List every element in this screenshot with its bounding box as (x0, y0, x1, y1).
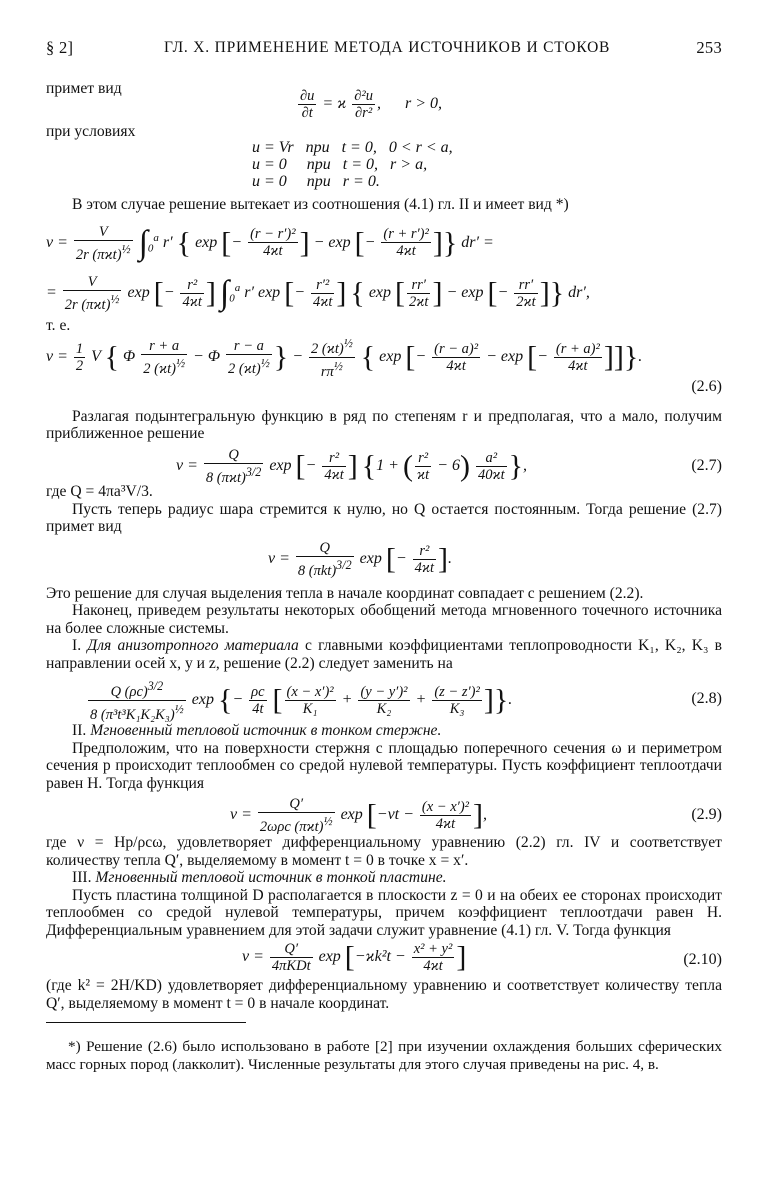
paragraph-radius-limit: Пусть теперь радиус шара стремится к нулю, но Q остается постоянным. Тогда решение (2.7) примет вид (46, 500, 722, 536)
q-definition: где Q = 4πa³V/3. (46, 482, 153, 500)
equation-2-6-number-row (46, 377, 722, 398)
equation-number-2-10: (2.10) (683, 951, 722, 969)
item-2-title: Мгновенный тепловой источник в тонком стержне. (90, 722, 442, 740)
paragraph-generalizations: Наконец, приведем результаты некоторых обобщений метода мгновенного точечного источника на более сложные системы. (46, 602, 722, 637)
paragraph-coincides: Это решение для случая выделения тепла в начале координат совпадает с решением (2.2). (46, 584, 644, 602)
chapter-title: ГЛ. X. ПРИМЕНЕНИЕ МЕТОДА ИСТОЧНИКОВ И СТОКОВ (164, 39, 611, 56)
paragraph-anisotropic (46, 637, 722, 672)
te-label: т. е. (46, 317, 71, 335)
condition-3: u = 0 при r = 0. (252, 173, 380, 190)
equation-2-9: v = $\frac{Q'}{2\omega\rho c (\pi ϰt)^{\frac{1}{2}}}$ exp [−νt − $\frac{\text{(x − x′)²}}{4ϰt}$ ], (2.9) (230, 796, 722, 835)
paragraph-rod-title (46, 722, 722, 740)
item-3-title: Мгновенный тепловой источник в тонкой пластине. (95, 869, 447, 887)
takes-form-label: примет вид (46, 80, 122, 97)
under-conditions-label: при условиях (46, 123, 136, 140)
equation-number-2-6: (2.6) (691, 377, 722, 395)
equation-2-8: $\frac{Q (\rho c)^{3/2}}{8 (\pi^3t^3K_1K_2K_3)^{\frac{1}{2}}}$ exp {− $\frac{\rho c}{4t}$ [ $\frac{\text{(x − x′)²}}{\text{K₁}}$ + $\frac{\text{(y − y′)²}}{\text{K₂}}$ + $\frac{\text{(z − z′)²}}{\text{K₃}}$ ]}. (2.8) (90, 679, 722, 723)
item-1-title: Для анизотропного материала (87, 637, 299, 655)
equation-2-7: v = $\frac{Q}{8 (\pi ϰt)^{3/2}}$ exp [− $\frac{\text{r²}}{4ϰt}$ ] {1 + ( $\frac{\text{r²}}{ϰt}$ − 6) $\frac{\text{a²}}{40ϰt}$ }, (2.7) (176, 446, 722, 486)
footnote: *) Решение (2.6) было использовано в работе [2] при изучении охлаждения больших сферических масс горных пород (лакколит). Численные результаты для этого случая приведены на рис. 4, в. (46, 1038, 722, 1073)
paragraph-rod: Предположим, что на поверхности стержня с площадью поперечного сечения ω и периметром сечения p происходит теплообмен со средой нулевой температуры. Пусть коэффициент теплоотдачи равен H. Тогда функция (46, 739, 722, 792)
footnote-rule (46, 1022, 246, 1023)
equation-2-6-line1: v = $\frac{V}{2r (\pi ϰt)^{\frac{1}{2}}}$ $\int_0^a$ r′ { exp [− $\frac{\text{(r − r′)²}}{4ϰt}$ ] − exp [− $\frac{\text{(r + r′)²}}{4ϰt}$ ]} dr′ = (46, 223, 494, 263)
equation-number-2-9: (2.9) (691, 806, 722, 824)
item-3-label: III. (72, 869, 92, 887)
paragraph-nu-definition: где ν = Hp/ρcω, удовлетворяет дифференциальному уравнению (2.2) гл. IV и соответствует количеству тепла Q′, выделяемому в момент t = 0 в точке x = x′. (46, 834, 722, 869)
page-number: 253 (696, 38, 722, 57)
paragraph-series-expansion: Разлагая подынтегральную функцию в ряд по степеням r и предполагая, что a мало, получим приближенное решение (46, 407, 722, 443)
equation-number-2-8: (2.8) (691, 690, 722, 708)
equation-2-10: v = $\frac{Q'}{\text{4πKDt}}$ exp [−ϰk²t − $\frac{\text{x² + y²}}{4ϰt}$ ] (2.10) (242, 940, 722, 975)
condition-1: u = Vr при t = 0, 0 < r < a, (252, 139, 453, 156)
paragraph-plate: Пусть пластина толщиной D располагается в плоскости z = 0 и на обеих ее сторонах происходит теплообмен со средой нулевой температуры, причем коэффициент теплоотдачи равен H. Дифференциальным уравнением для этой задачи служит уравнение (4.1) гл. V. Тогда функция (46, 886, 722, 939)
running-header (46, 38, 722, 66)
item-1-text: с главными коэффициентами теплопроводности K₁, K₂, K₃ в направлении осей x, y и z, решение (2.2) следует заменить на (46, 637, 722, 672)
book-page (46, 38, 722, 1089)
paragraph-plate-title (46, 869, 722, 887)
equation-number-2-7: (2.7) (691, 456, 722, 474)
section-marker: § 2] (46, 38, 74, 57)
pde-equation: $\frac{\partial u}{\partial t}$ = ϰ $\frac{\text{∂²u}}{\text{∂r²}}$ , r > 0, (300, 88, 443, 121)
paragraph-solution-intro: В этом случае решение вытекает из соотношения (4.1) гл. II и имеет вид *) (72, 196, 569, 213)
initial-conditions (252, 139, 722, 190)
item-2-label: II. (72, 722, 87, 740)
equation-2-6-line3: v = $\frac{1}{2}$ V { Φ $\frac{r + a}{2 (ϰt)^{\frac{1}{2}}}$ − Φ $\frac{r - a}{2 (ϰt)^{\frac{1}{2}}}$ } − $\frac{2 (ϰt)^{\frac{1}{2}}}{r\pi^{\frac{1}{2}}}$ { exp [− $\frac{\text{(r − a)²}}{4ϰt}$ − exp [− $\frac{\text{(r + a)²}}{4ϰt}$ ]]}. (46, 336, 643, 380)
item-1-label: I. (72, 637, 82, 655)
equation-2-6-line2: = $\frac{V}{2r (\pi ϰt)^{\frac{1}{2}}}$ exp [− $\frac{\text{r²}}{4ϰt}$ ] $\int_0^a$ r′ exp [− $\frac{\text{r′²}}{4ϰt}$ ] { exp [ $\frac{rr'}{2ϰt}$ ] − exp [− $\frac{rr'}{2ϰt}$ ]} dr′, (46, 274, 590, 314)
paragraph-k-definition: (где k² = 2H/KD) удовлетворяет дифференциальному уравнению и соответствует количеству тепла Q′, выделяемому в момент t = 0 в начале координат. (46, 977, 722, 1012)
condition-2: u = 0 при t = 0, r > a, (252, 156, 428, 173)
equation-point-source: v = $\frac{Q}{8 (\pi kt)^{3/2}}$ exp [− $\frac{\text{r²}}{4ϰt}$ ]. (268, 539, 453, 579)
